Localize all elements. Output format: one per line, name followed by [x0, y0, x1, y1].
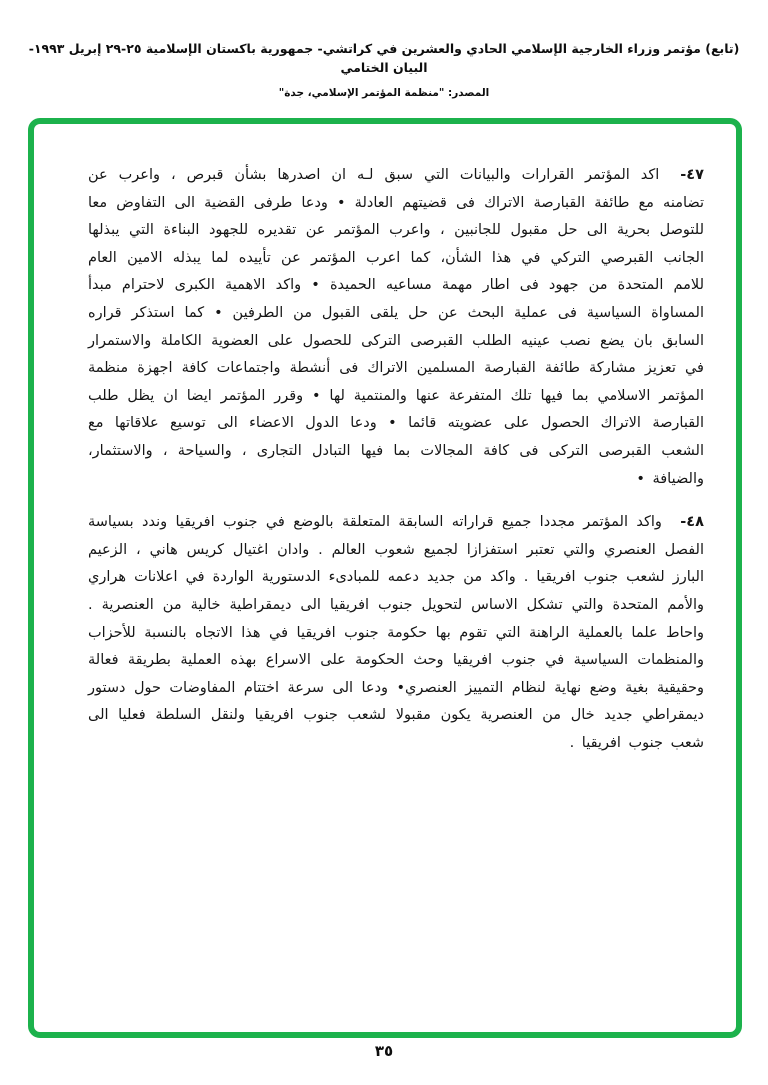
- document-header-source: المصدر: "منظمة المؤتمر الإسلامي، جدة": [278, 86, 490, 99]
- paragraph-47-text: اكد المؤتمر القرارات والبيانات التي سبق لـه ان اصدرها بشأن قبرص ، واعرب عن تضامنه مع طائفة القبارصة الاتراك فى قضيتهم العادلة • ودعا طرفى القضية الى التفاوض معا للتوصل بحرية الى حل مقبول للجانبين ، واعرب المؤتمر عن تقديره للجهود البناءة التي يبذلها الجانب القبرصي التركي في هذا الشأن، كما اعرب المؤتمر عن تأييده لما يبذله الامين العام للامم المتحدة من جهود فى اطار مهمة مساعيه الحميدة • واكد الاهمية الكبرى لاحترام مبدأ المساواة السياسية فى عملية البحث عن حل يلقى القبول من الطرفين • كما استذكر قراره السابق بان يضع نصب عينيه الطلب القبرصى التركى للحصول على العضوية الكاملة والاستمرار في تعزيز مشاركة طائفة القبارصة المسلمين الاتراك فى أنشطة واجتماعات كافة اجهزة منظمة المؤتمر الاسلامي بما فيها تلك المتفرعة عنها والمنتمية لها • وقرر المؤتمر ايضا ان يظل طلب القبارصة الاتراك الحصول على عضويته قائما • ودعا الدول الاعضاء الى توسيع علاقاتها مع الشعب القبرصى التركى فى كافة المجالات بما فيها التبادل التجارى ، والسياحة ، والاستثمار، والضيافة •: [88, 167, 704, 487]
- paragraph-48-text: واكد المؤتمر مجددا جميع قراراته السابقة المتعلقة بالوضع في جنوب افريقيا وندد بسياسة الفصل العنصري والتي تعتبر استفزازا لجميع شعوب العالم . وادان اغتيال كريس هاني ، الزعيم البارز لشعب جنوب افريقيا . واكد من جديد دعمه للمبادىء الدستورية الواردة في اعلانات هراري والأمم المتحدة والتي تشكل الاساس لتحويل جنوب افريقيا الى ديمقراطية خالية من العنصرية . واحاط علما بالعملية الراهنة التي تقوم بها حكومة جنوب افريقيا في هذا الاتجاه بالنسبة للأحزاب والمنظمات السياسية في جنوب افريقيا وحث الحكومة على الاسراع بهذه العملية بطريقة فعالة وحقيقية بغية وضع نهاية لنظام التمييز العنصري• ودعا الى سرعة اختتام المفاوضات حول دستور ديمقراطي جديد خال من العنصرية يكون مقبولا لشعب جنوب افريقيا ولنقل السلطة فعليا الى شعب جنوب افريقيا .: [88, 514, 704, 751]
- document-body: [88, 162, 704, 773]
- document-header: [20, 40, 748, 99]
- paragraph-47-number: ٤٧-: [680, 167, 704, 183]
- paragraph-47: [88, 162, 704, 493]
- paragraph-48-number: ٤٨-: [680, 514, 704, 531]
- content-frame-border: [28, 118, 742, 1038]
- page-number: ٣٥: [374, 1042, 394, 1060]
- document-header-title: (تابع) مؤتمر وزراء الخارجية الإسلامي الحادي والعشرين في كراتشي- جمهورية باكستان الإسلامية ٢٥-٢٩ إبريل ١٩٩٣- البيان الختامي: [28, 41, 740, 75]
- paragraph-48: [88, 509, 704, 757]
